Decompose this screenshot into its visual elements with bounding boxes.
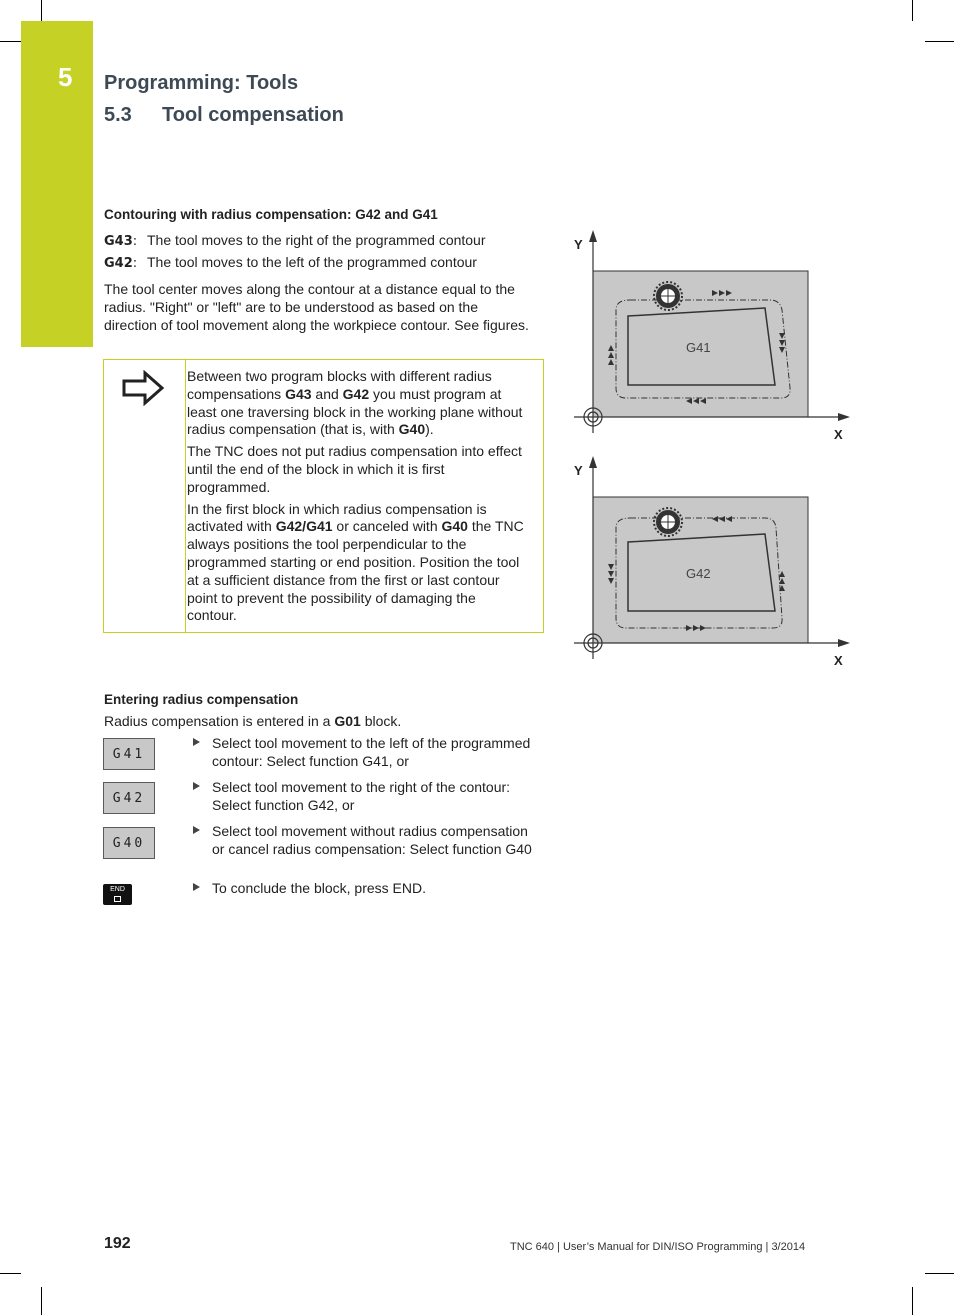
def-text: The tool moves to the right of the programmed contour <box>147 232 486 248</box>
x-axis-label: X <box>834 653 843 668</box>
figure-g42 <box>560 454 860 672</box>
chapter-title: Programming: Tools <box>104 72 299 94</box>
contouring-heading: Contouring with radius compensation: G42 and G41 <box>104 207 438 222</box>
bullet-arrow-icon <box>193 738 200 746</box>
contour-label: G41 <box>686 340 711 355</box>
note-divider <box>185 360 186 632</box>
entering-intro: Radius compensation is entered in a G01 block. <box>104 713 402 729</box>
page-number: 192 <box>104 1235 131 1252</box>
def-code: G42 <box>104 256 133 271</box>
contour-label: G42 <box>686 566 711 581</box>
def-colon: : <box>132 256 138 271</box>
note-paragraph: The TNC does not put radius compensation into effect until the end of the block in which it is first programmed. <box>187 443 522 495</box>
chapter-sidebar <box>21 21 93 347</box>
footer-text: TNC 640 | User’s Manual for DIN/ISO Programming | 3/2014 <box>510 1241 806 1253</box>
crop-mark <box>912 1287 913 1315</box>
crop-mark <box>0 41 21 42</box>
definition-g43 <box>104 232 486 249</box>
x-axis-arrowhead <box>838 413 850 421</box>
crop-mark <box>925 1273 954 1274</box>
def-colon: : <box>132 234 138 249</box>
end-key[interactable] <box>103 884 132 905</box>
section-title-text: Tool compensation <box>162 104 344 126</box>
entering-heading: Entering radius compensation <box>104 692 299 707</box>
y-axis-label: Y <box>574 463 583 478</box>
g40-key[interactable]: G40 <box>103 827 155 859</box>
step-item: To conclude the block, press END. <box>191 880 536 898</box>
section-title <box>104 104 344 127</box>
end-key-label: END <box>110 886 125 893</box>
bullet-arrow-icon <box>193 883 200 891</box>
arrow-icon <box>121 370 167 406</box>
def-code: G43 <box>104 234 133 249</box>
figure-g41 <box>560 228 860 446</box>
crop-mark <box>41 1287 42 1315</box>
step-item: Select tool movement to the right of the contour: Select function G42, or <box>191 779 536 815</box>
x-axis-arrowhead <box>838 639 850 647</box>
step-item: Select tool movement to the left of the programmed contour: Select function G41, or <box>191 735 536 771</box>
y-axis-arrowhead <box>589 456 597 468</box>
chapter-number: 5 <box>58 62 73 92</box>
step-item: Select tool movement without radius compensation or cancel radius compensation: Select function G40 <box>191 823 536 859</box>
crop-mark <box>912 0 913 21</box>
crop-mark <box>41 0 42 21</box>
crop-mark <box>925 41 954 42</box>
crop-mark <box>0 1273 21 1274</box>
section-number: 5.3 <box>104 104 132 126</box>
note-paragraph: In the first block in which radius compensation is activated with G42/G41 or canceled with G40 the TNC always positions the tool perpendicular to the programmed starting or end position. Position the tool at a sufficient distance from the first or last contour point to prevent the possibility of damaging the contour. <box>187 500 524 624</box>
g42-key[interactable]: G42 <box>103 782 155 814</box>
end-key-square-icon <box>114 896 121 902</box>
bullet-arrow-icon <box>193 782 200 790</box>
note-paragraph: Between two program blocks with different radius compensations G43 and G42 you must program at least one traversing block in the working plane without radius compensation (that is, with G40). <box>187 368 523 438</box>
contouring-body: The tool center moves along the contour at a distance equal to the radius. "Right" or "left" are to be understood as based on the direction of tool movement along the workpiece contour. See figures. <box>104 281 529 333</box>
bullet-arrow-icon <box>193 826 200 834</box>
note-box <box>103 359 544 633</box>
definition-g42 <box>104 254 477 271</box>
y-axis-label: Y <box>574 237 583 252</box>
note-text <box>187 368 527 629</box>
def-text: The tool moves to the left of the programmed contour <box>147 254 477 270</box>
g41-key[interactable]: G41 <box>103 738 155 770</box>
x-axis-label: X <box>834 427 843 442</box>
y-axis-arrowhead <box>589 230 597 242</box>
